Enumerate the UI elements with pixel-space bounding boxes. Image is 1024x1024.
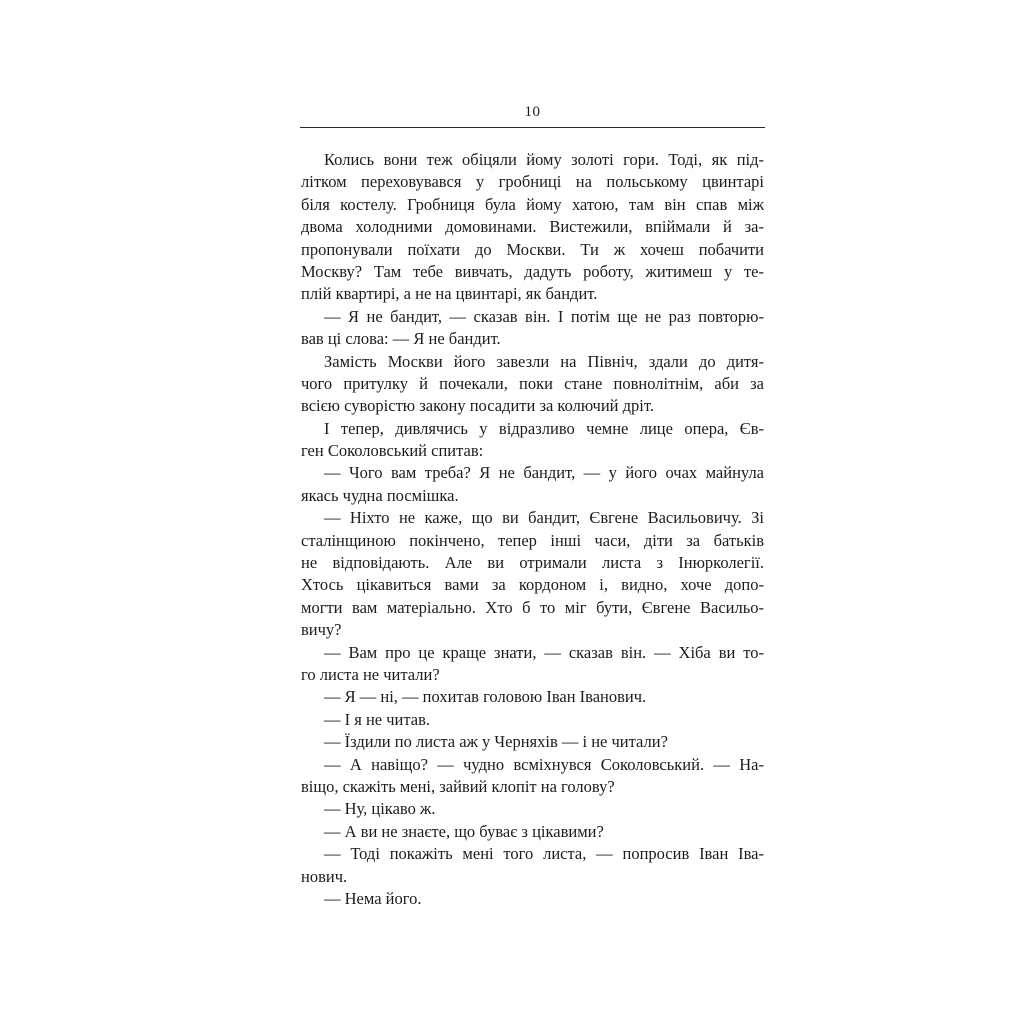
text-line: нович. <box>301 866 348 886</box>
text-line: — Я — ні, — похитав головою Іван Іванович. <box>324 687 647 707</box>
text-line: вичу? <box>301 620 342 640</box>
text-line: пропонували поїхати до Москви. Ти ж хочеш побачити <box>301 239 764 259</box>
paragraph <box>301 754 764 799</box>
text-line: сталінщиною покінчено, тепер інші часи, діти за батьків <box>301 530 764 550</box>
text-line: І тепер, дивлячись у відразливо чемне лице опера, Єв- <box>324 418 764 438</box>
paragraph <box>301 149 764 306</box>
text-line: — А ви не знаєте, що буває з цікавими? <box>324 821 604 841</box>
text-line: плій квартирі, а не на цвинтарі, як бандит. <box>301 284 598 304</box>
paragraph <box>301 821 764 843</box>
text-line: — Ніхто не каже, що ви бандит, Євгене Васильовичу. Зі <box>324 508 764 528</box>
page-text <box>301 149 764 910</box>
text-line: літком переховувався у гробниці на польському цвинтарі <box>301 172 764 192</box>
paragraph <box>301 642 764 687</box>
text-line: чого притулку й почекали, поки стане повнолітнім, аби за <box>301 373 764 393</box>
text-line: — Нема його. <box>324 888 422 908</box>
paragraph <box>301 351 764 418</box>
paragraph <box>301 418 764 463</box>
text-line: — Їздили по листа аж у Черняхів — і не читали? <box>324 732 668 752</box>
text-line: го листа не читали? <box>301 664 440 684</box>
text-line: Хтось цікавиться вами за кордоном і, видно, хоче допо- <box>301 575 764 595</box>
text-line: вав ці слова: — Я не бандит. <box>301 329 501 349</box>
text-line: — Ну, цікаво ж. <box>324 799 436 819</box>
paragraph <box>301 843 764 888</box>
text-line: біля костелу. Гробниця була йому хатою, там він спав між <box>301 194 764 214</box>
text-line: віщо, скажіть мені, зайвий клопіт на голову? <box>301 776 615 796</box>
paragraph <box>301 798 764 820</box>
text-line: Замість Москви його завезли на Північ, здали до дитя- <box>324 351 764 371</box>
paragraph <box>301 306 764 351</box>
text-line: Москву? Там тебе вивчать, дадуть роботу, житимеш у те- <box>301 261 764 281</box>
paragraph <box>301 731 764 753</box>
paragraph <box>301 709 764 731</box>
text-line: всією суворістю закону посадити за колючий дріт. <box>301 396 654 416</box>
paragraph <box>301 888 764 910</box>
text-line: двома холодними домовинами. Вистежили, впіймали й за- <box>301 217 764 237</box>
text-line: могти вам матеріально. Хто б то міг бути, Євгене Васильо- <box>301 597 764 617</box>
text-line: — Вам про це краще знати, — сказав він. — Хіба ви то- <box>324 642 764 662</box>
paragraph <box>301 686 764 708</box>
paragraph <box>301 462 764 507</box>
paragraph <box>301 507 764 641</box>
text-line: Колись вони теж обіцяли йому золоті гори. Тоді, як під- <box>324 150 764 169</box>
text-line: не відповідають. Але ви отримали листа з Інюрколегії. <box>301 553 764 573</box>
text-line: — Тоді покажіть мені того листа, — попросив Іван Іва- <box>324 844 764 864</box>
page-number: 10 <box>524 104 541 120</box>
text-line: — І я не читав. <box>324 709 431 729</box>
header-rule <box>300 127 765 128</box>
page-header <box>300 104 765 128</box>
text-line: — А навіщо? — чудно всміхнувся Соколовський. — На- <box>324 754 764 774</box>
text-line: ген Соколовський спитав: <box>301 441 484 461</box>
text-line: — Я не бандит, — сказав він. І потім ще не раз повторю- <box>324 306 764 326</box>
text-line: якась чудна посмішка. <box>301 485 459 505</box>
text-line: — Чого вам треба? Я не бандит, — у його очах майнула <box>324 463 764 483</box>
